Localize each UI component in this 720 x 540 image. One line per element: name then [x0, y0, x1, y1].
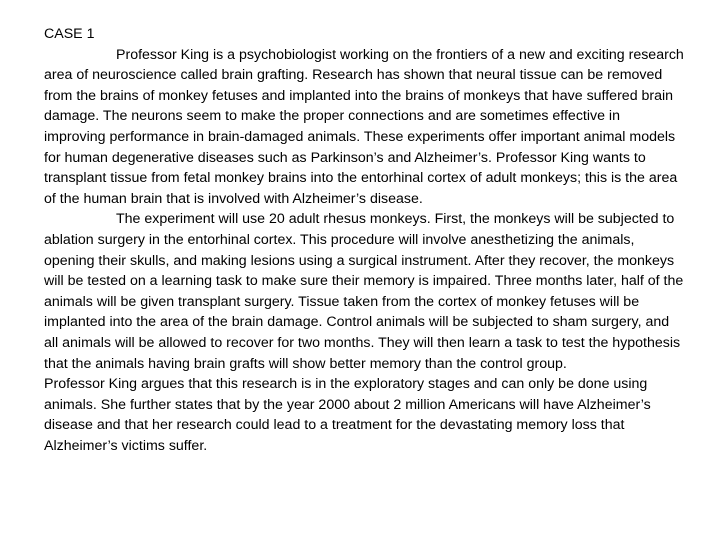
paragraph-argument: Professor King argues that this research is in the exploratory stages and can only be done using animals. She further states that by the year 2000 about 2 million Americans will have Alzheimer’s disease and that her research could lead to a treatment for the devastating memory loss that Alzheimer’s victims suffer. [44, 376, 651, 454]
paragraph-background: Professor King is a psychobiologist working on the frontiers of a new and exciting research area of neuroscience called brain grafting. Research has shown that neural tissue can be removed from the brains of monkey fetuses and implanted into the brains of monkeys that have suffered brain damage. The neurons seem to make the proper connections and are sometimes effective in improving performance in brain-damaged animals. These experiments offer important animal models for human degenerative diseases such as Parkinson’s and Alzheimer’s. Professor King wants to transplant tissue from fetal monkey brains into the entorhinal cortex of adult monkeys; this is the area of the human brain that is involved with Alzheimer’s disease. [44, 46, 684, 207]
case-heading: CASE 1 [44, 26, 95, 42]
case-document [44, 24, 684, 456]
paragraph-experiment: The experiment will use 20 adult rhesus monkeys. First, the monkeys will be subjected to ablation surgery in the entorhinal cortex. This procedure will involve anesthetizing the animals, opening their skulls, and making lesions using a surgical instrument. After they recover, the monkeys will be tested on a learning task to make sure their memory is impaired. Three months later, half of the animals will be given transplant surgery. Tissue taken from the cortex of monkey fetuses will be implanted into the area of the brain damage. Control animals will be subjected to sham surgery, and all animals will be allowed to recover for two months. They will then learn a task to test the hypothesis that the animals having brain grafts will show better memory than the control group. [44, 211, 684, 372]
